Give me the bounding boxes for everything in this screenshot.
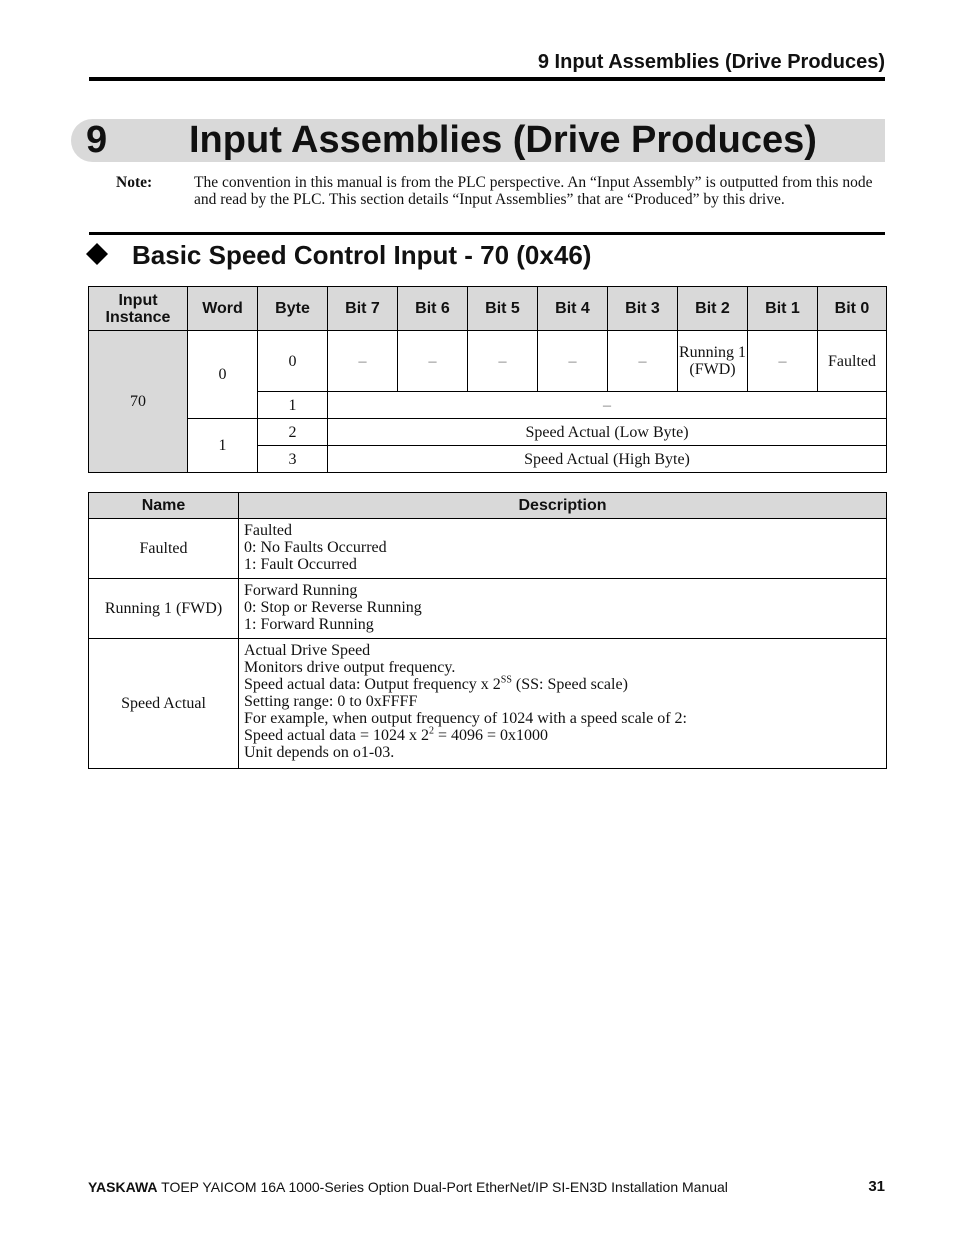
bit-cell: – (328, 331, 398, 392)
byte-cell: 0 (258, 331, 328, 392)
column-header: Bit 7 (328, 287, 398, 331)
chapter-number: 9 (86, 119, 108, 161)
description-line: Setting range: 0 to 0xFFFF (244, 693, 418, 710)
byte-value-cell: Speed Actual (High Byte) (328, 446, 887, 473)
byte-value-cell: – (328, 392, 887, 419)
description-cell (239, 519, 887, 579)
column-header: Description (239, 493, 887, 519)
section-rule (89, 232, 885, 235)
table-row (89, 519, 887, 579)
description-line: For example, when output frequency of 1024 with a speed scale of 2: (244, 710, 687, 727)
description-line: Forward Running (244, 582, 358, 599)
column-header: Word (188, 287, 258, 331)
name-cell: Faulted (89, 519, 239, 579)
note-text: The convention in this manual is from the PLC perspective. An “Input Assembly” is outputted from this node and read by the PLC. This section details “Input Assemblies” that are “Produced” by this drive. (194, 174, 873, 208)
chapter-title: Input Assemblies (Drive Produces) (189, 119, 817, 161)
footer-brand: YASKAWA (88, 1179, 158, 1195)
description-cell (239, 639, 887, 769)
description-line: Actual Drive Speed (244, 642, 371, 659)
byte-cell: 2 (258, 419, 328, 446)
table-header-row (89, 287, 887, 331)
description-cell (239, 579, 887, 639)
bit-cell: – (398, 331, 468, 392)
bit-cell: – (468, 331, 538, 392)
description-line: Unit depends on o1-03. (244, 744, 395, 761)
name-cell: Running 1 (FWD) (89, 579, 239, 639)
running-head: 9 Input Assemblies (Drive Produces) (537, 51, 885, 73)
bit-cell: – (538, 331, 608, 392)
column-header: Bit 0 (818, 287, 887, 331)
name-cell: Speed Actual (89, 639, 239, 769)
table-row (89, 331, 887, 392)
assembly-table (88, 286, 887, 473)
word-cell: 0 (188, 331, 258, 419)
column-header: Input Instance (89, 287, 188, 331)
byte-value-cell: Speed Actual (Low Byte) (328, 419, 887, 446)
table-row (89, 639, 887, 769)
column-header: Bit 2 (678, 287, 748, 331)
column-header: Name (89, 493, 239, 519)
description-line: 0: Stop or Reverse Running (244, 599, 422, 616)
column-header: Bit 1 (748, 287, 818, 331)
page-number: 31 (868, 1178, 885, 1195)
header-rule (89, 77, 885, 81)
column-header: Bit 3 (608, 287, 678, 331)
description-line: Monitors drive output frequency. (244, 659, 456, 676)
byte-cell: 1 (258, 392, 328, 419)
note-label: Note: (116, 174, 153, 191)
table-header-row (89, 493, 887, 519)
column-header: Byte (258, 287, 328, 331)
section-title: Basic Speed Control Input - 70 (0x46) (132, 240, 592, 270)
bit-cell: – (748, 331, 818, 392)
bit-cell: – (608, 331, 678, 392)
table-row (89, 419, 887, 446)
column-header: Bit 6 (398, 287, 468, 331)
byte-cell: 3 (258, 446, 328, 473)
instance-cell: 70 (89, 331, 188, 473)
diamond-bullet-icon (86, 243, 108, 265)
footer-title: YASKAWA TOEP YAICOM 16A 1000-Series Option Dual-Port EtherNet/IP SI-EN3D Installation Manual (88, 1179, 728, 1195)
table-row (89, 579, 887, 639)
column-header: Bit 4 (538, 287, 608, 331)
bit-cell: Faulted (818, 331, 887, 392)
word-cell: 1 (188, 419, 258, 473)
description-line: Faulted (244, 522, 292, 539)
description-table (88, 492, 887, 769)
column-header: Bit 5 (468, 287, 538, 331)
description-line: Speed actual data: Output frequency x $2^{SS}$ (SS: Speed scale) (244, 674, 628, 693)
description-line: 1: Fault Occurred (244, 556, 357, 573)
description-line: 0: No Faults Occurred (244, 539, 387, 556)
description-line: Speed actual data = 1024 x $2^2 = 4096 = 0x1000$ (244, 725, 549, 744)
description-line: 1: Forward Running (244, 616, 374, 633)
bit-cell: Running 1 (FWD) (678, 331, 748, 392)
